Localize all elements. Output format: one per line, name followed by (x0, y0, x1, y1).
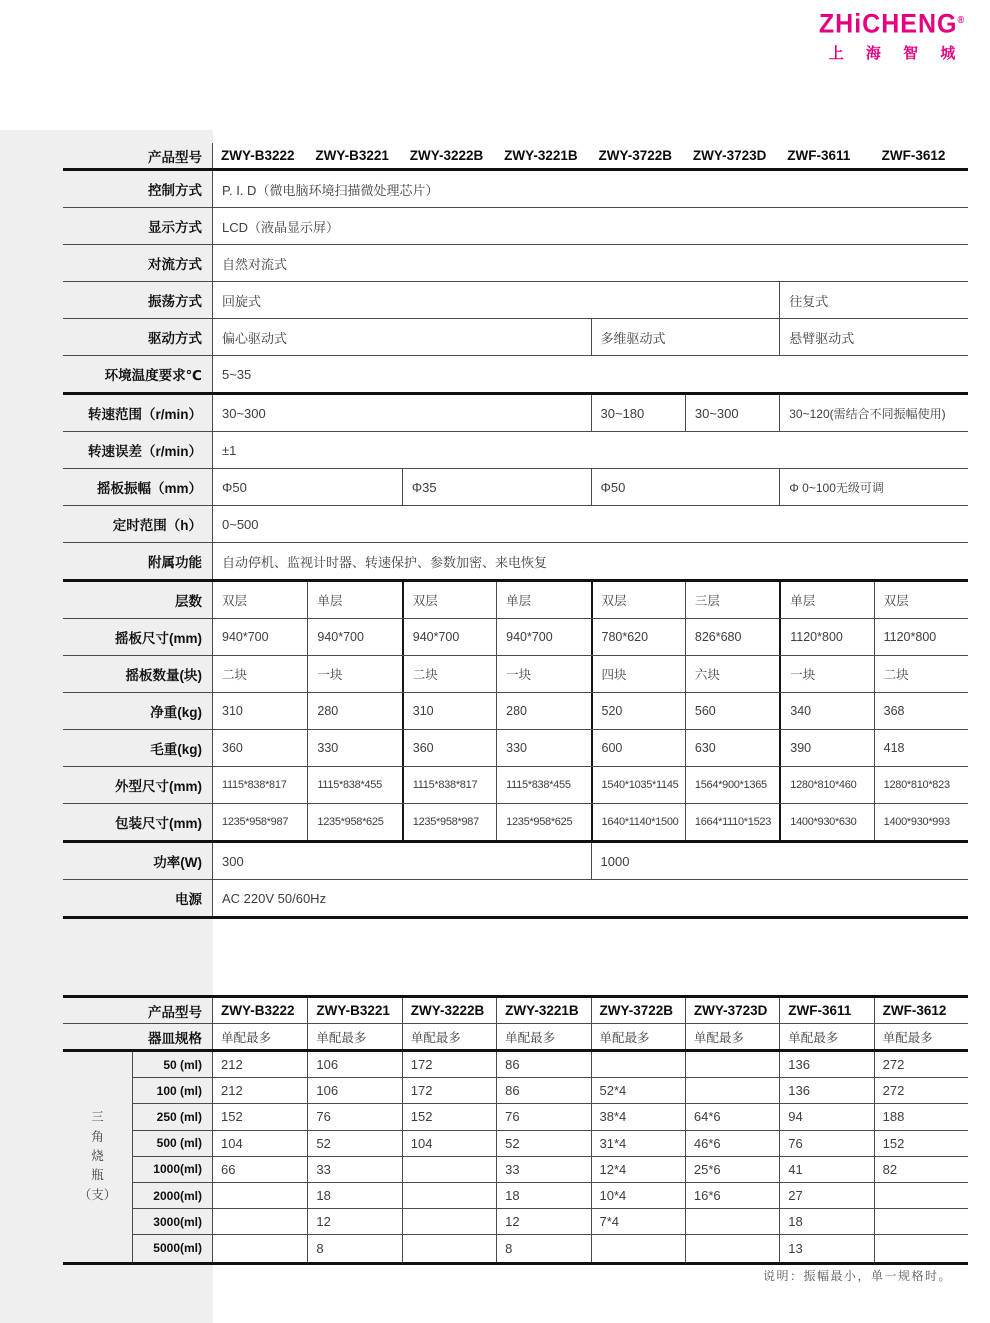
spec-cell: 双层 (874, 582, 968, 618)
model-header-cell: ZWF-3611 (779, 998, 873, 1023)
model-header-cell: ZWY-3221B (504, 148, 578, 163)
spec-cell: 330 (307, 730, 401, 766)
model-header-cell: ZWY-3723D (692, 148, 767, 163)
spec-cell: 偏心驱动式 (222, 330, 288, 346)
spec-cell: 1000 (591, 843, 969, 879)
flask-label-char: 三 (91, 1110, 104, 1125)
spec-cell: 630 (685, 730, 779, 766)
spec-cell: 30~120(需结合不同振幅使用) (779, 395, 968, 431)
spec-cell: 二块 (874, 656, 968, 692)
spec-cell: 330 (496, 730, 590, 766)
spec-cell: LCD（液晶显示屏） (222, 219, 340, 235)
spec-cell: P. I. D（微电脑环境扫描微处理芯片） (222, 182, 439, 198)
model-header-cell: ZWY-B3222 (221, 1003, 295, 1018)
capacity-cell: 31*4 (591, 1131, 685, 1157)
spec-cell: 1400*930*630 (779, 804, 873, 840)
size-label: 1000(ml) (133, 1157, 213, 1183)
capacity-cell: 8 (307, 1235, 401, 1261)
brand-subtitle: 上 海 智 城 (828, 45, 965, 62)
spec-cell: 悬臂驱动式 (779, 319, 968, 355)
table-row (63, 619, 968, 656)
table-row (63, 582, 968, 619)
spec-cell: 1235*958*987 (222, 816, 289, 828)
capacity-cell: 76 (307, 1104, 401, 1130)
spec-cell: Φ35 (402, 469, 591, 505)
model-header-cell: ZWY-3222B (402, 998, 496, 1023)
spec-cell: Φ 0~100无级可调 (779, 469, 968, 505)
capacity-cell: 152 (874, 1131, 968, 1157)
table-row (63, 356, 968, 395)
flask-type-label (63, 1052, 133, 1262)
brand-name: ZHiCHENG (818, 8, 958, 40)
spec-cell: 1235*958*625 (307, 804, 401, 840)
capacity-cell: 8 (496, 1235, 590, 1261)
table-row (63, 171, 968, 208)
capacity-cell: 188 (874, 1104, 968, 1130)
spec-value-header: 单配最多 (221, 1030, 272, 1045)
spec-cell: ±1 (222, 442, 237, 458)
spec-cell: 双层 (591, 582, 685, 618)
spec-value-header: 单配最多 (685, 1024, 779, 1049)
flask-label-char: 烧 (91, 1149, 104, 1164)
spec-cell: 单层 (496, 582, 590, 618)
table-row (63, 880, 968, 919)
spec-cell: AC 220V 50/60Hz (222, 890, 327, 906)
capacity-table-body (63, 1052, 968, 1262)
capacity-cell (213, 1235, 307, 1261)
spec-cell: 30~300 (685, 395, 779, 431)
capacity-cell (685, 1052, 779, 1078)
row-label: 功率(W) (63, 843, 213, 879)
spec-cell: 30~300 (222, 405, 266, 421)
model-header-cell: ZWY-3222B (409, 148, 484, 163)
spec-cell: 280 (496, 693, 590, 729)
capacity-cell: 13 (779, 1235, 873, 1261)
model-header-cell: ZWY-3221B (496, 998, 590, 1023)
registered-mark-icon: ® (957, 14, 966, 26)
spec-cell: 0~500 (222, 516, 259, 532)
row-label: 振荡方式 (63, 282, 213, 318)
capacity-table-spec-row (63, 1024, 968, 1052)
spec-cell: 1120*800 (874, 619, 968, 655)
capacity-cell (213, 1209, 307, 1235)
capacity-cell: 172 (402, 1078, 496, 1104)
spec-cell: 780*620 (591, 619, 685, 655)
spec-cell: 280 (307, 693, 401, 729)
capacity-cell: 18 (496, 1183, 590, 1209)
spec-cell: Φ50 (591, 469, 780, 505)
spec-cell: 往复式 (779, 282, 968, 318)
capacity-cell: 16*6 (685, 1183, 779, 1209)
spec-cell: 四块 (591, 656, 685, 692)
capacity-cell: 272 (874, 1052, 968, 1078)
model-header-cell: ZWY-3722B (598, 148, 673, 163)
table-row (63, 432, 968, 469)
spec-cell: 1115*838*455 (496, 767, 590, 803)
capacity-cell: 82 (874, 1157, 968, 1183)
row-label: 摇板尺寸(mm) (63, 619, 213, 655)
table-row (63, 506, 968, 543)
row-label: 包装尺寸(mm) (63, 804, 213, 840)
capacity-cell (591, 1052, 685, 1078)
capacity-cell: 33 (307, 1157, 401, 1183)
spec-cell: 560 (685, 693, 779, 729)
spec-cell: 回旋式 (222, 293, 262, 309)
spec-cell: 单层 (779, 582, 873, 618)
model-header-cell: ZWY-B3221 (307, 998, 401, 1023)
spec-cell: 520 (591, 693, 685, 729)
spec-cell: 自动停机、监视计时器、转速保护、参数加密、来电恢复 (222, 554, 548, 570)
capacity-cell (874, 1235, 968, 1261)
capacity-cell: 52 (496, 1131, 590, 1157)
capacity-cell (685, 1078, 779, 1104)
spec-cell: 940*700 (402, 619, 496, 655)
capacity-cell: 64*6 (685, 1104, 779, 1130)
capacity-cell: 41 (779, 1157, 873, 1183)
spec-value-header: 单配最多 (779, 1024, 873, 1049)
spec-cell: 940*700 (307, 619, 401, 655)
spec-cell: 二块 (402, 656, 496, 692)
capacity-cell: 104 (402, 1131, 496, 1157)
table-row (63, 693, 968, 730)
footer-note: 说明：振幅最小，单一规格时。 (762, 1269, 952, 1283)
row-label: 产品型号 (63, 998, 213, 1023)
table-row (63, 469, 968, 506)
flask-label-char: 瓶 (91, 1168, 104, 1183)
row-label: 层数 (63, 582, 213, 618)
table-row (63, 208, 968, 245)
capacity-cell (874, 1209, 968, 1235)
model-header-cell: ZWF-3612 (874, 998, 968, 1023)
spec-cell: 300 (222, 853, 244, 869)
spec-cell: 一块 (779, 656, 873, 692)
spec-cell: 1115*838*817 (222, 779, 287, 791)
spec-table (63, 143, 968, 919)
row-label: 产品型号 (63, 143, 213, 168)
row-label: 驱动方式 (63, 319, 213, 355)
brand-wordmark (816, 8, 968, 40)
spec-cell: 600 (591, 730, 685, 766)
spec-cell: 5~35 (222, 366, 252, 382)
spec-cell: 1280*810*823 (874, 767, 968, 803)
table-row (63, 282, 968, 319)
capacity-cell: 12 (496, 1209, 590, 1235)
spec-cell: 双层 (222, 594, 248, 608)
table-row (63, 319, 968, 356)
spec-cell: 自然对流式 (222, 256, 288, 272)
capacity-cell: 136 (779, 1078, 873, 1104)
row-label: 环境温度要求℃ (63, 356, 213, 392)
spec-cell: 1235*958*987 (402, 804, 496, 840)
row-label: 转速误差（r/min） (63, 432, 213, 468)
capacity-cell: 86 (496, 1052, 590, 1078)
spec-value-header: 单配最多 (496, 1024, 590, 1049)
row-label: 净重(kg) (63, 693, 213, 729)
table-row (63, 804, 968, 843)
spec-cell: 368 (874, 693, 968, 729)
table-row (63, 543, 968, 582)
spec-cell: 1120*800 (779, 619, 873, 655)
capacity-cell (591, 1235, 685, 1261)
capacity-cell: 136 (779, 1052, 873, 1078)
row-label: 转速范围（r/min） (63, 395, 213, 431)
capacity-cell: 52 (307, 1131, 401, 1157)
row-label: 显示方式 (63, 208, 213, 244)
capacity-cell: 212 (213, 1052, 307, 1078)
capacity-cell: 7*4 (591, 1209, 685, 1235)
spec-cell: 1400*930*993 (874, 804, 968, 840)
spec-value-header: 单配最多 (591, 1024, 685, 1049)
spec-cell: 双层 (402, 582, 496, 618)
spec-cell: 六块 (685, 656, 779, 692)
model-header-cell: ZWY-3723D (685, 998, 779, 1023)
capacity-cell (402, 1235, 496, 1261)
capacity-cell: 46*6 (685, 1131, 779, 1157)
capacity-cell (685, 1209, 779, 1235)
spec-cell: Φ50 (222, 479, 247, 495)
spec-cell: 1115*838*817 (402, 767, 496, 803)
model-header-cell: ZWF-3611 (787, 148, 851, 163)
capacity-cell: 25*6 (685, 1157, 779, 1183)
row-label: 附属功能 (63, 543, 213, 579)
capacity-cell: 38*4 (591, 1104, 685, 1130)
spec-cell: 1280*810*460 (779, 767, 873, 803)
capacity-cell: 152 (402, 1104, 496, 1130)
capacity-table-model-row (63, 998, 968, 1024)
spec-cell: 单层 (307, 582, 401, 618)
flask-label-char: （支） (78, 1187, 117, 1202)
capacity-cell: 152 (213, 1104, 307, 1130)
capacity-table (63, 995, 968, 1265)
capacity-cell: 106 (307, 1078, 401, 1104)
capacity-cell (874, 1183, 968, 1209)
spec-cell: 826*680 (685, 619, 779, 655)
row-label: 外型尺寸(mm) (63, 767, 213, 803)
spec-cell: 一块 (496, 656, 590, 692)
capacity-cell (402, 1157, 496, 1183)
capacity-cell: 33 (496, 1157, 590, 1183)
spec-value-header: 单配最多 (402, 1024, 496, 1049)
brand-logo (816, 8, 968, 63)
spec-cell: 390 (779, 730, 873, 766)
spec-cell: 1564*900*1365 (685, 767, 779, 803)
spec-cell: 1115*838*455 (307, 767, 401, 803)
spec-cell: 340 (779, 693, 873, 729)
capacity-cell: 86 (496, 1078, 590, 1104)
capacity-cell: 18 (307, 1183, 401, 1209)
row-label: 摇板振幅（mm） (63, 469, 213, 505)
capacity-cell: 106 (307, 1052, 401, 1078)
spec-cell: 30~180 (591, 395, 685, 431)
spec-table-header-row (63, 143, 968, 171)
size-label: 500 (ml) (133, 1131, 213, 1157)
spec-cell: 1640*1140*1500 (591, 804, 685, 840)
capacity-cell: 76 (779, 1131, 873, 1157)
spec-cell: 1664*1110*1523 (685, 804, 779, 840)
capacity-cell: 12*4 (591, 1157, 685, 1183)
spec-cell: 1540*1035*1145 (591, 767, 685, 803)
size-label: 2000(ml) (133, 1183, 213, 1209)
capacity-cell (685, 1235, 779, 1261)
table-row (63, 656, 968, 693)
spec-cell: 940*700 (496, 619, 590, 655)
table-row (63, 395, 968, 432)
row-label: 控制方式 (63, 171, 213, 207)
row-label: 对流方式 (63, 245, 213, 281)
capacity-cell: 104 (213, 1131, 307, 1157)
table-row (63, 730, 968, 767)
spec-cell: 多维驱动式 (591, 319, 780, 355)
spec-cell: 二块 (222, 668, 248, 682)
model-header-cell: ZWY-B3221 (315, 148, 389, 163)
capacity-cell: 94 (779, 1104, 873, 1130)
capacity-cell (213, 1183, 307, 1209)
spec-value-header: 单配最多 (874, 1024, 968, 1049)
row-label: 电源 (63, 880, 213, 916)
spec-cell: 310 (402, 693, 496, 729)
capacity-cell: 172 (402, 1052, 496, 1078)
capacity-cell (402, 1209, 496, 1235)
capacity-cell: 212 (213, 1078, 307, 1104)
spec-cell: 418 (874, 730, 968, 766)
row-label: 摇板数量(块) (63, 656, 213, 692)
row-label: 毛重(kg) (63, 730, 213, 766)
spec-cell: 940*700 (222, 630, 269, 644)
table-row (63, 245, 968, 282)
model-header-cell: ZWY-B3222 (221, 148, 295, 163)
size-label: 250 (ml) (133, 1104, 213, 1130)
table-row (63, 843, 968, 880)
capacity-cell: 10*4 (591, 1183, 685, 1209)
spec-cell: 一块 (307, 656, 401, 692)
model-header-cell: ZWY-3722B (591, 998, 685, 1023)
model-header-cell: ZWF-3612 (881, 148, 946, 163)
size-label: 3000(ml) (133, 1209, 213, 1235)
size-label: 50 (ml) (133, 1052, 213, 1078)
size-label: 100 (ml) (133, 1078, 213, 1104)
capacity-cell: 18 (779, 1209, 873, 1235)
spec-cell: 三层 (685, 582, 779, 618)
row-label: 器皿规格 (63, 1024, 213, 1049)
spec-value-header: 单配最多 (307, 1024, 401, 1049)
capacity-cell: 27 (779, 1183, 873, 1209)
spec-cell: 310 (222, 704, 243, 718)
row-label: 定时范围（h） (63, 506, 213, 542)
spec-cell: 360 (222, 741, 243, 755)
spec-cell: 360 (402, 730, 496, 766)
table-row (63, 767, 968, 804)
capacity-cell: 76 (496, 1104, 590, 1130)
spec-cell: 1235*958*625 (496, 804, 590, 840)
capacity-cell: 272 (874, 1078, 968, 1104)
capacity-cell (402, 1183, 496, 1209)
capacity-cell: 12 (307, 1209, 401, 1235)
flask-label-char: 角 (91, 1129, 104, 1144)
capacity-cell: 52*4 (591, 1078, 685, 1104)
size-label: 5000(ml) (133, 1235, 213, 1261)
capacity-cell: 66 (213, 1157, 307, 1183)
